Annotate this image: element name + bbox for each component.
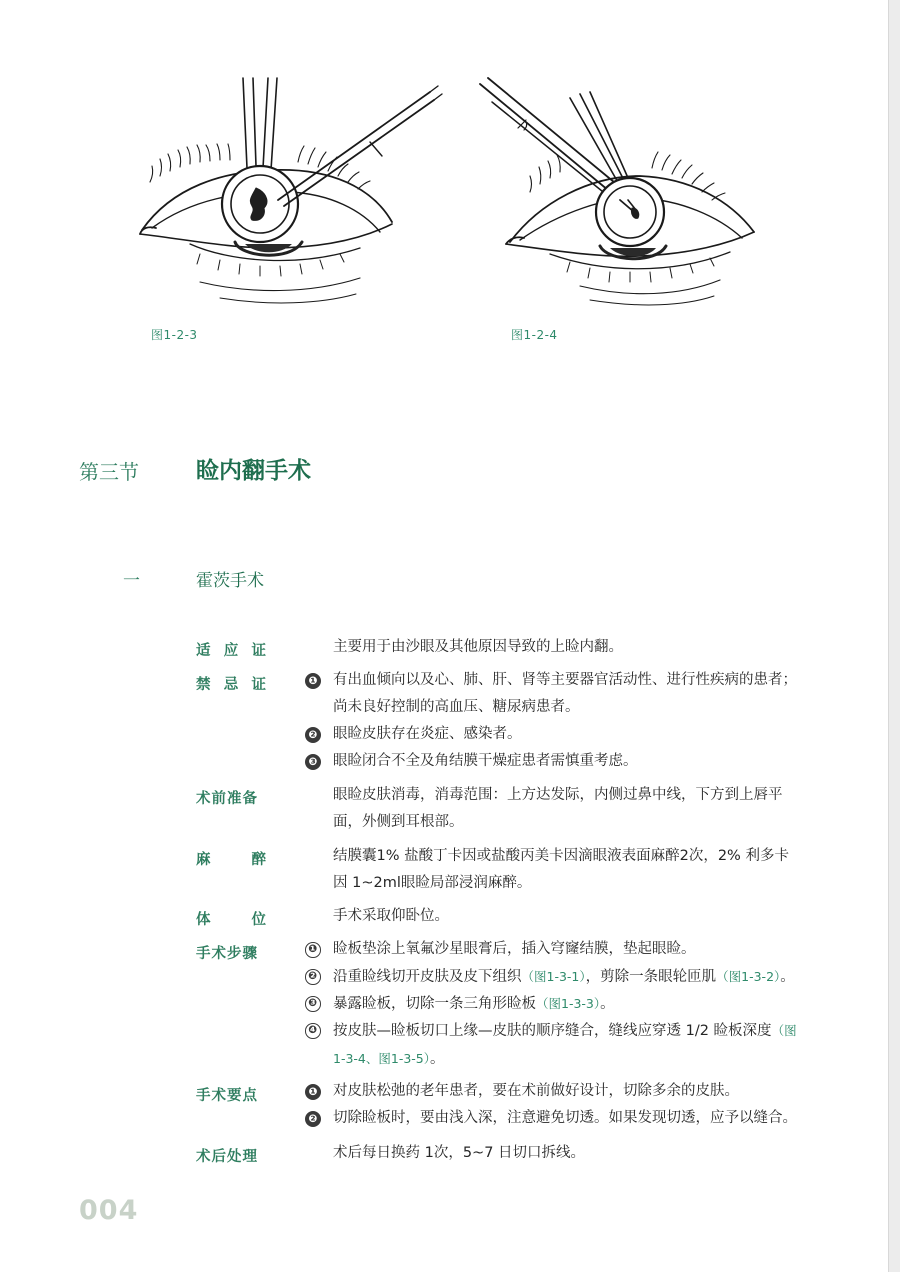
anesthesia-label-char: 醉 [251, 852, 266, 868]
contraindication-item-2: 眼睑皮肤存在炎症、感染者。 [333, 726, 522, 742]
page-number: 004 [79, 1195, 139, 1226]
list-marker: ❷ [305, 727, 321, 743]
contraindications-label-char: 忌 [223, 677, 239, 693]
step-text: 。 [780, 969, 795, 985]
key-points-label: 手术要点 [196, 1088, 258, 1104]
contraindications-label-char: 禁 [196, 677, 211, 693]
contraindications-label [196, 673, 266, 694]
step-item-1: 睑板垫涂上氧氟沙星眼膏后，插入穹窿结膜，垫起眼睑。 [333, 941, 696, 957]
step-text: 暴露睑板，切除一条三角形睑板 [333, 996, 536, 1012]
list-marker: ❸ [305, 754, 321, 770]
key-point-item-1: 对皮肤松弛的老年患者，要在术前做好设计，切除多余的皮肤。 [333, 1083, 739, 1099]
contraindications-label-char: 证 [251, 677, 266, 693]
list-marker: ❹ [305, 1023, 321, 1039]
indications-label-char: 应 [223, 643, 239, 659]
step-text: 沿重睑线切开皮肤及皮下组织 [333, 969, 522, 985]
list-marker: ❶ [305, 942, 321, 958]
list-marker: ❷ [305, 969, 321, 985]
preparation-label: 术前准备 [196, 791, 258, 807]
position-label [196, 908, 266, 929]
step-text: 。 [430, 1051, 445, 1067]
eye-surgery-illustration-2 [470, 72, 770, 312]
contraindication-item-3: 眼睑闭合不全及角结膜干燥症患者需慎重考虑。 [333, 753, 638, 769]
contraindication-item-1: 有出血倾向以及心、肺、肝、肾等主要器官活动性、进行性疾病的患者；尚未良好控制的高血压、糖尿病患者。 [333, 672, 797, 715]
anesthesia-text: 结膜囊1% 盐酸丁卡因或盐酸丙美卡因滴眼液表面麻醉2次，2% 利多卡因 1~2ml眼睑局部浸润麻醉。 [333, 848, 789, 891]
indications-label-char: 适 [196, 643, 211, 659]
step-item-4 [333, 1017, 803, 1073]
position-label-char: 位 [251, 912, 266, 928]
step-item-2 [333, 963, 803, 991]
list-marker: ❶ [305, 1084, 321, 1100]
figure-reference: （图1-3-1） [521, 969, 586, 984]
key-point-item-2: 切除睑板时，要由浅入深，注意避免切透。如果发现切透，应予以缝合。 [333, 1110, 797, 1126]
position-text: 手术采取仰卧位。 [333, 908, 449, 924]
list-marker: ❸ [305, 996, 321, 1012]
figure-caption-2: 图1-2-4 [511, 328, 558, 342]
anesthesia-label-char: 麻 [196, 852, 211, 868]
postop-label: 术后处理 [196, 1149, 258, 1165]
figure-reference: （图1-3-4、图1-3-5） [333, 1023, 797, 1066]
step-text: 按皮肤—睑板切口上缘—皮肤的顺序缝合，缝线应穿透 1/2 睑板深度 [333, 1023, 772, 1039]
indications-label [196, 639, 266, 660]
indications-label-char: 证 [251, 643, 266, 659]
list-marker: ❶ [305, 673, 321, 689]
figure-caption-1: 图1-2-3 [151, 328, 198, 342]
preparation-text: 眼睑皮肤消毒，消毒范围：上方达发际，内侧过鼻中线，下方到上唇平面，外侧到耳根部。 [333, 787, 783, 830]
subsection-title: 霍茨手术 [196, 571, 264, 591]
section-title: 睑内翻手术 [196, 458, 311, 484]
step-item-3 [333, 990, 803, 1018]
figure-reference: （图1-3-3） [536, 996, 601, 1011]
indications-text: 主要用于由沙眼及其他原因导致的上睑内翻。 [333, 639, 623, 655]
page-edge-strip [888, 0, 900, 1272]
section-label: 第三节 [79, 460, 139, 484]
figure-reference: （图1-3-2） [716, 969, 781, 984]
list-marker: ❷ [305, 1111, 321, 1127]
steps-label: 手术步骤 [196, 946, 258, 962]
page-edge-line [888, 0, 889, 1272]
anesthesia-label [196, 848, 266, 869]
eye-surgery-illustration-1 [130, 72, 450, 312]
postop-text: 术后每日换药 1次，5~7 日切口拆线。 [333, 1145, 586, 1161]
step-text: ，剪除一条眼轮匝肌 [585, 969, 717, 985]
position-label-char: 体 [196, 912, 211, 928]
subsection-number: 一 [123, 571, 140, 591]
step-text: 。 [600, 996, 615, 1012]
